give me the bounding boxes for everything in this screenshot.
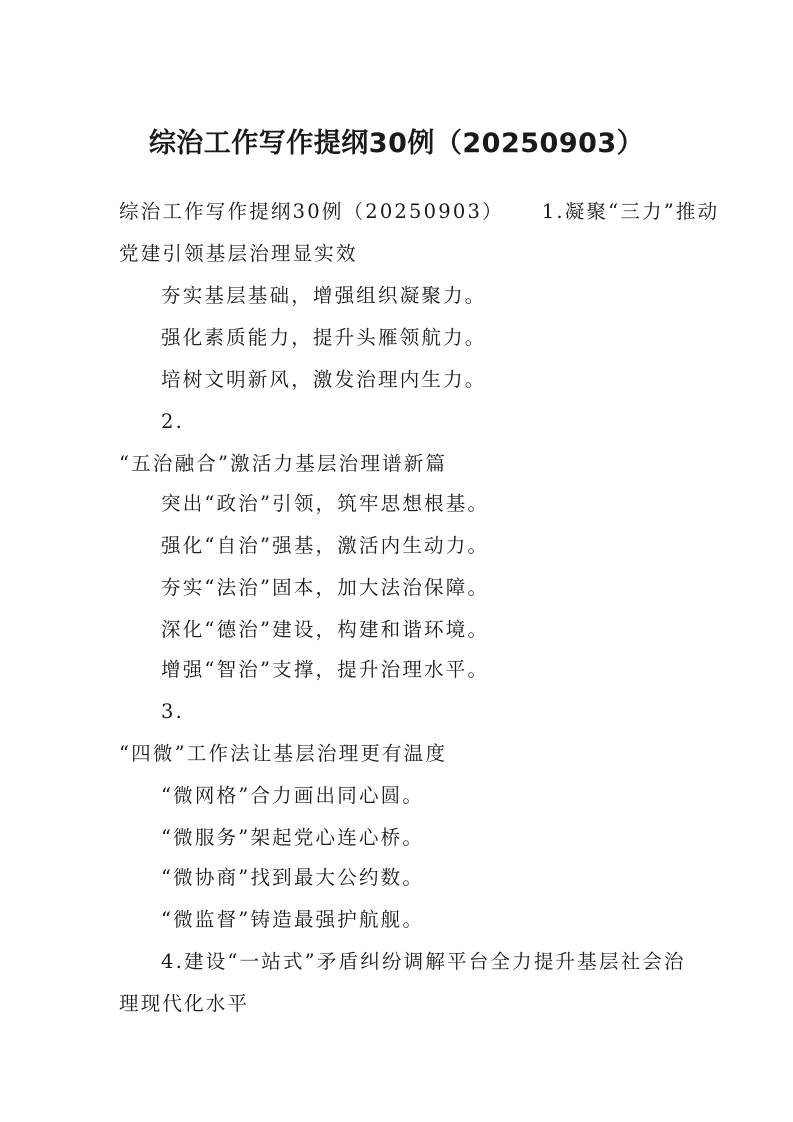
section-2-item-3: 夯实“法治”固本，加大法治保障。 xyxy=(161,576,490,599)
section-2-item-1: 突出“政治”引领，筑牢思想根基。 xyxy=(161,492,490,515)
section-1-item-3: 培树文明新风，激发治理内生力。 xyxy=(161,368,487,391)
repeated-title-text: 综治工作写作提纲30例（20250903） xyxy=(119,200,504,223)
section-3-item-1: “微网格”合力画出同心圆。 xyxy=(161,784,425,807)
section-1-item-1: 夯实基层基础，增强组织凝聚力。 xyxy=(161,284,487,307)
section-4-heading: 4.建设“一站式”矛盾纠纷调解平台全力提升基层社会治 xyxy=(161,950,686,973)
section-1-heading-start: 1.凝聚“三力”推动 xyxy=(541,200,720,223)
document-title: 综治工作写作提纲30例（20250903） xyxy=(148,128,645,159)
section-3-heading: “四微”工作法让基层治理更有温度 xyxy=(119,742,448,765)
section-3-item-3: “微协商”找到最大公约数。 xyxy=(161,866,425,889)
section-3-item-2: “微服务”架起党心连心桥。 xyxy=(161,826,425,849)
section-3-number: 3. xyxy=(161,700,185,723)
paragraph-first-line xyxy=(119,198,719,226)
section-1-heading-continued: 党建引领基层治理显实效 xyxy=(119,242,358,265)
section-4-heading-continued: 理现代化水平 xyxy=(119,992,250,1015)
section-1-item-2: 强化素质能力，提升头雁领航力。 xyxy=(161,326,487,349)
section-2-item-2: 强化“自治”强基，激活内生动力。 xyxy=(161,534,490,557)
section-2-number: 2. xyxy=(161,410,185,433)
section-2-item-4: 深化“德治”建设，构建和谐环境。 xyxy=(161,618,490,641)
section-3-item-4: “微监督”铸造最强护航舰。 xyxy=(161,908,425,931)
section-2-heading: “五治融合”激活力基层治理谱新篇 xyxy=(119,452,448,475)
section-2-item-5: 增强“智治”支撑，提升治理水平。 xyxy=(161,658,490,681)
